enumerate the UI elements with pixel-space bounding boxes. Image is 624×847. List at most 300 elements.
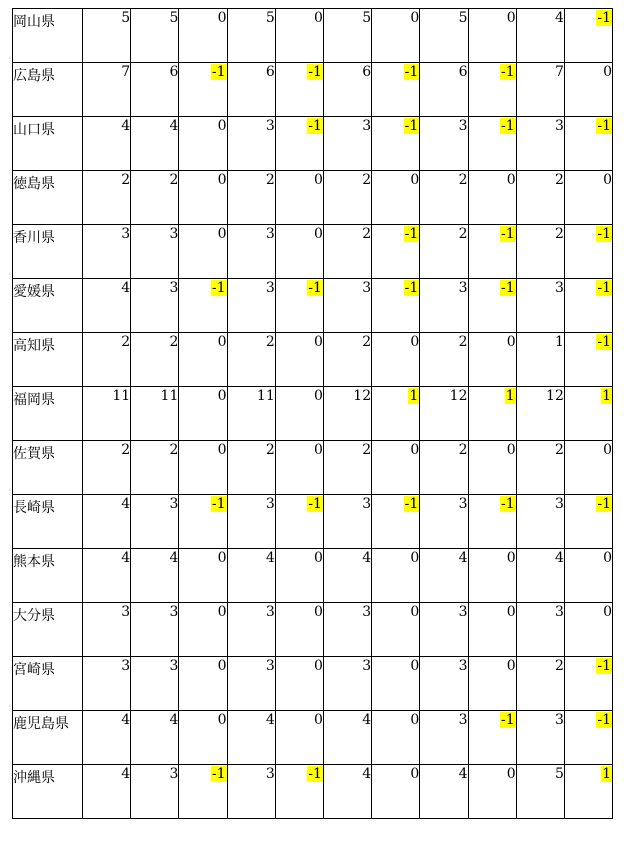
cell-value: 2: [458, 172, 468, 188]
value-cell: [420, 225, 468, 279]
value-cell: [323, 117, 371, 171]
table-row: [13, 495, 613, 549]
value-cell: [323, 603, 371, 657]
prefecture-name: 広島県: [13, 63, 83, 117]
value-cell: [420, 711, 468, 765]
table-row: [13, 765, 613, 819]
cell-value: 0: [314, 10, 323, 26]
value-cell: [179, 333, 227, 387]
cell-value: 0: [410, 334, 420, 350]
cell-value: 3: [458, 118, 468, 134]
value-cell: [323, 711, 371, 765]
cell-value: 3: [265, 766, 275, 782]
cell-value: 2: [121, 442, 131, 458]
cell-value: 3: [169, 658, 179, 674]
cell-value: 0: [217, 226, 227, 242]
cell-value: 0: [217, 604, 227, 620]
value-cell: [275, 333, 323, 387]
value-cell: [372, 225, 420, 279]
cell-value: 2: [458, 226, 468, 242]
cell-value: 0: [506, 10, 516, 26]
value-cell: [131, 711, 179, 765]
value-cell: [420, 63, 468, 117]
value-cell: [227, 333, 275, 387]
value-cell: [323, 495, 371, 549]
value-cell: [83, 63, 131, 117]
value-cell: [468, 711, 516, 765]
cell-value: 0: [506, 442, 516, 458]
value-cell: [179, 603, 227, 657]
cell-value: 2: [554, 442, 564, 458]
prefecture-name: 徳島県: [13, 171, 83, 225]
cell-value: 12: [449, 388, 468, 404]
cell-value: 0: [314, 442, 323, 458]
highlighted-value: -1: [597, 658, 612, 674]
value-cell: [323, 9, 371, 63]
cell-value: 0: [314, 172, 323, 188]
cell-value: 3: [554, 118, 564, 134]
value-cell: [227, 171, 275, 225]
cell-value: 5: [362, 10, 372, 26]
cell-value: 3: [169, 226, 179, 242]
cell-value: 4: [121, 280, 131, 296]
highlighted-value: -1: [597, 496, 612, 512]
table-body: [13, 9, 613, 819]
cell-value: 4: [554, 10, 564, 26]
value-cell: [179, 765, 227, 819]
value-cell: [83, 279, 131, 333]
value-cell: [516, 549, 564, 603]
value-cell: [227, 657, 275, 711]
value-cell: [516, 279, 564, 333]
cell-value: 4: [169, 118, 179, 134]
value-cell: [323, 63, 371, 117]
value-cell: [564, 117, 612, 171]
value-cell: [131, 441, 179, 495]
prefecture-name: 香川県: [13, 225, 83, 279]
value-cell: [564, 333, 612, 387]
highlighted-value: -1: [501, 712, 515, 728]
prefecture-name: 佐賀県: [13, 441, 83, 495]
highlighted-value: -1: [597, 226, 612, 242]
value-cell: [83, 117, 131, 171]
value-cell: [131, 225, 179, 279]
value-cell: [564, 711, 612, 765]
value-cell: [564, 495, 612, 549]
value-cell: [420, 387, 468, 441]
value-cell: [275, 657, 323, 711]
cell-value: 0: [217, 10, 227, 26]
highlighted-value: -1: [597, 118, 612, 134]
value-cell: [516, 63, 564, 117]
cell-value: 2: [169, 334, 179, 350]
value-cell: [420, 171, 468, 225]
value-cell: [468, 279, 516, 333]
cell-value: 2: [554, 658, 564, 674]
prefecture-name: 沖縄県: [13, 765, 83, 819]
value-cell: [420, 279, 468, 333]
highlighted-value: -1: [597, 712, 612, 728]
value-cell: [179, 9, 227, 63]
value-cell: [323, 765, 371, 819]
value-cell: [275, 765, 323, 819]
prefecture-name: 宮崎県: [13, 657, 83, 711]
value-cell: [323, 441, 371, 495]
cell-value: 1: [554, 334, 564, 350]
value-cell: [83, 171, 131, 225]
cell-value: 2: [362, 226, 372, 242]
value-cell: [179, 171, 227, 225]
cell-value: 6: [169, 64, 179, 80]
prefecture-table: [12, 8, 613, 819]
table-row: [13, 603, 613, 657]
cell-value: 0: [314, 334, 323, 350]
cell-value: 3: [362, 496, 372, 512]
table-row: [13, 9, 613, 63]
value-cell: [179, 495, 227, 549]
prefecture-name: 岡山県: [13, 9, 83, 63]
prefecture-name: 熊本県: [13, 549, 83, 603]
cell-value: 0: [217, 172, 227, 188]
value-cell: [564, 63, 612, 117]
value-cell: [275, 387, 323, 441]
cell-value: 2: [265, 172, 275, 188]
value-cell: [564, 549, 612, 603]
value-cell: [227, 9, 275, 63]
value-cell: [227, 63, 275, 117]
table-row: [13, 441, 613, 495]
value-cell: [131, 279, 179, 333]
value-cell: [420, 657, 468, 711]
value-cell: [372, 171, 420, 225]
value-cell: [420, 765, 468, 819]
cell-value: 3: [458, 496, 468, 512]
value-cell: [179, 117, 227, 171]
cell-value: 3: [121, 604, 131, 620]
value-cell: [323, 387, 371, 441]
cell-value: 0: [314, 658, 323, 674]
cell-value: 11: [112, 388, 131, 404]
cell-value: 0: [217, 658, 227, 674]
cell-value: 0: [410, 712, 420, 728]
value-cell: [516, 225, 564, 279]
value-cell: [372, 279, 420, 333]
value-cell: [83, 549, 131, 603]
cell-value: 0: [410, 172, 420, 188]
value-cell: [83, 387, 131, 441]
cell-value: 4: [362, 550, 372, 566]
value-cell: [468, 63, 516, 117]
cell-value: 3: [458, 280, 468, 296]
table-row: [13, 117, 613, 171]
cell-value: 0: [314, 388, 323, 404]
cell-value: 4: [121, 766, 131, 782]
cell-value: 3: [265, 604, 275, 620]
value-cell: [516, 9, 564, 63]
cell-value: 2: [265, 334, 275, 350]
cell-value: 0: [314, 550, 323, 566]
cell-value: 3: [169, 280, 179, 296]
value-cell: [323, 549, 371, 603]
value-cell: [131, 495, 179, 549]
value-cell: [83, 711, 131, 765]
cell-value: 0: [217, 712, 227, 728]
value-cell: [275, 63, 323, 117]
highlighted-value: -1: [211, 280, 226, 296]
value-cell: [83, 657, 131, 711]
cell-value: 2: [362, 334, 372, 350]
value-cell: [179, 279, 227, 333]
value-cell: [131, 333, 179, 387]
cell-value: 4: [121, 712, 131, 728]
value-cell: [179, 225, 227, 279]
value-cell: [275, 9, 323, 63]
highlighted-value: 1: [409, 388, 419, 404]
table-row: [13, 63, 613, 117]
value-cell: [372, 765, 420, 819]
value-cell: [179, 711, 227, 765]
highlighted-value: -1: [597, 280, 612, 296]
value-cell: [372, 117, 420, 171]
value-cell: [131, 9, 179, 63]
cell-value: 11: [160, 388, 179, 404]
cell-value: 6: [458, 64, 468, 80]
value-cell: [275, 279, 323, 333]
value-cell: [468, 441, 516, 495]
cell-value: 3: [458, 604, 468, 620]
highlighted-value: -1: [308, 118, 322, 134]
value-cell: [564, 279, 612, 333]
value-cell: [275, 603, 323, 657]
highlighted-value: 1: [602, 388, 612, 404]
highlighted-value: -1: [308, 64, 322, 80]
cell-value: 4: [169, 550, 179, 566]
cell-value: 0: [506, 172, 516, 188]
prefecture-name: 福岡県: [13, 387, 83, 441]
cell-value: 3: [362, 604, 372, 620]
value-cell: [564, 387, 612, 441]
cell-value: 0: [410, 604, 420, 620]
value-cell: [420, 9, 468, 63]
highlighted-value: -1: [404, 226, 419, 242]
value-cell: [275, 711, 323, 765]
cell-value: 0: [314, 226, 323, 242]
cell-value: 2: [458, 334, 468, 350]
cell-value: 0: [217, 550, 227, 566]
value-cell: [468, 171, 516, 225]
highlighted-value: 1: [602, 766, 612, 782]
value-cell: [516, 441, 564, 495]
value-cell: [564, 171, 612, 225]
cell-value: 3: [362, 118, 372, 134]
cell-value: 2: [554, 226, 564, 242]
value-cell: [372, 333, 420, 387]
highlighted-value: -1: [211, 64, 226, 80]
value-cell: [83, 225, 131, 279]
value-cell: [275, 441, 323, 495]
cell-value: 7: [121, 64, 131, 80]
table-row: [13, 549, 613, 603]
cell-value: 2: [265, 442, 275, 458]
prefecture-name: 高知県: [13, 333, 83, 387]
value-cell: [516, 117, 564, 171]
cell-value: 3: [169, 766, 179, 782]
value-cell: [420, 549, 468, 603]
prefecture-name: 長崎県: [13, 495, 83, 549]
cell-value: 3: [121, 658, 131, 674]
cell-value: 0: [217, 442, 227, 458]
cell-value: 4: [458, 766, 468, 782]
highlighted-value: -1: [404, 496, 419, 512]
value-cell: [372, 711, 420, 765]
value-cell: [131, 603, 179, 657]
cell-value: 2: [169, 442, 179, 458]
value-cell: [227, 603, 275, 657]
cell-value: 7: [554, 64, 564, 80]
value-cell: [227, 711, 275, 765]
cell-value: 3: [554, 280, 564, 296]
value-cell: [372, 603, 420, 657]
value-cell: [227, 765, 275, 819]
highlighted-value: -1: [404, 280, 419, 296]
value-cell: [468, 333, 516, 387]
value-cell: [420, 441, 468, 495]
cell-value: 0: [506, 334, 516, 350]
cell-value: 3: [362, 658, 372, 674]
value-cell: [372, 387, 420, 441]
value-cell: [420, 333, 468, 387]
cell-value: 5: [554, 766, 564, 782]
cell-value: 0: [217, 388, 227, 404]
cell-value: 2: [362, 442, 372, 458]
value-cell: [516, 711, 564, 765]
highlighted-value: -1: [501, 118, 515, 134]
highlighted-value: -1: [597, 10, 612, 26]
value-cell: [323, 225, 371, 279]
cell-value: 4: [121, 496, 131, 512]
value-cell: [564, 765, 612, 819]
cell-value: 12: [353, 388, 372, 404]
value-cell: [516, 171, 564, 225]
cell-value: 3: [554, 496, 564, 512]
value-cell: [468, 765, 516, 819]
prefecture-name: 山口県: [13, 117, 83, 171]
cell-value: 0: [506, 658, 516, 674]
cell-value: 12: [546, 388, 564, 404]
cell-value: 0: [506, 550, 516, 566]
value-cell: [83, 765, 131, 819]
highlighted-value: -1: [597, 334, 612, 350]
cell-value: 11: [256, 388, 275, 404]
value-cell: [227, 495, 275, 549]
cell-value: 3: [458, 658, 468, 674]
cell-value: 4: [362, 712, 372, 728]
value-cell: [468, 603, 516, 657]
value-cell: [275, 225, 323, 279]
cell-value: 3: [362, 280, 372, 296]
value-cell: [516, 333, 564, 387]
value-cell: [372, 657, 420, 711]
value-cell: [275, 117, 323, 171]
cell-value: 5: [121, 10, 131, 26]
cell-value: 3: [265, 280, 275, 296]
cell-value: 3: [265, 658, 275, 674]
cell-value: 4: [362, 766, 372, 782]
value-cell: [468, 657, 516, 711]
value-cell: [83, 9, 131, 63]
highlighted-value: -1: [404, 118, 419, 134]
cell-value: 3: [554, 712, 564, 728]
value-cell: [372, 63, 420, 117]
value-cell: [131, 171, 179, 225]
highlighted-value: -1: [211, 766, 226, 782]
table-row: [13, 279, 613, 333]
value-cell: [420, 603, 468, 657]
cell-value: 5: [265, 10, 275, 26]
highlighted-value: -1: [501, 496, 515, 512]
cell-value: 0: [410, 766, 420, 782]
value-cell: [275, 549, 323, 603]
value-cell: [516, 765, 564, 819]
cell-value: 4: [169, 712, 179, 728]
value-cell: [564, 441, 612, 495]
cell-value: 6: [362, 64, 372, 80]
cell-value: 2: [169, 172, 179, 188]
table-row: [13, 657, 613, 711]
value-cell: [83, 333, 131, 387]
highlighted-value: -1: [501, 64, 515, 80]
value-cell: [564, 603, 612, 657]
value-cell: [372, 441, 420, 495]
prefecture-name: 愛媛県: [13, 279, 83, 333]
cell-value: 3: [169, 604, 179, 620]
value-cell: [420, 117, 468, 171]
value-cell: [468, 495, 516, 549]
cell-value: 4: [265, 550, 275, 566]
table-row: [13, 333, 613, 387]
value-cell: [564, 9, 612, 63]
cell-value: 0: [506, 766, 516, 782]
value-cell: [227, 225, 275, 279]
cell-value: 5: [169, 10, 179, 26]
value-cell: [516, 387, 564, 441]
cell-value: 3: [458, 712, 468, 728]
highlighted-value: -1: [404, 64, 419, 80]
cell-value: 3: [265, 118, 275, 134]
value-cell: [468, 549, 516, 603]
table-row: [13, 225, 613, 279]
value-cell: [323, 279, 371, 333]
highlighted-value: -1: [308, 280, 322, 296]
cell-value: 0: [410, 10, 420, 26]
highlighted-value: 1: [505, 388, 515, 404]
value-cell: [131, 63, 179, 117]
highlighted-value: -1: [308, 766, 322, 782]
value-cell: [179, 441, 227, 495]
cell-value: 0: [217, 118, 227, 134]
highlighted-value: -1: [211, 496, 226, 512]
cell-value: 0: [410, 658, 420, 674]
cell-value: 0: [410, 550, 420, 566]
value-cell: [372, 549, 420, 603]
value-cell: [179, 549, 227, 603]
value-cell: [420, 495, 468, 549]
value-cell: [516, 603, 564, 657]
cell-value: 3: [265, 226, 275, 242]
cell-value: 0: [603, 64, 613, 80]
cell-value: 4: [265, 712, 275, 728]
value-cell: [227, 279, 275, 333]
